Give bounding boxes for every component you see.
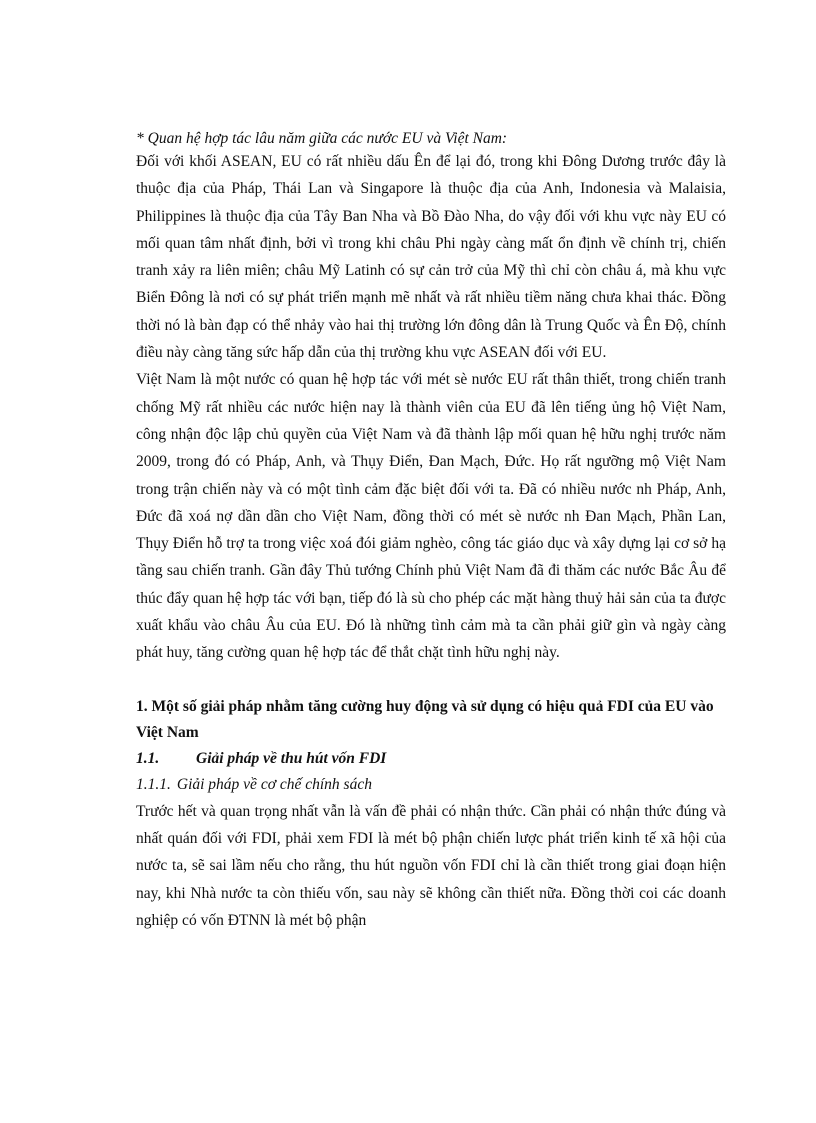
subsection-1-1-heading bbox=[136, 746, 726, 772]
section-spacer bbox=[136, 667, 726, 694]
subsection-1-1-number: 1.1. bbox=[136, 749, 160, 767]
subsection-1-1-1-title: Giải pháp về cơ chế chính sách bbox=[176, 775, 372, 793]
section-1-heading: 1. Một số giải pháp nhằm tăng cường huy động và sử dụng có hiệu quả FDI của EU vào Việt Nam bbox=[136, 697, 714, 741]
paragraph-asean: Đối với khối ASEAN, EU có rất nhiều dấu Ên để lại đó, trong khi Đông Dương trước đây là thuộc địa của Pháp, Thái Lan và Singapore là thuộc địa của Anh, Indonesia và Malaisia, Philippines là thuộc địa của Tây Ban Nha và Bồ Đào Nha, do vậy đối với khu vực này EU có mối quan tâm nhất định, bởi vì trong khi châu Phi ngày càng mất ổn định về chính trị, chiến tranh xảy ra liên miên; châu Mỹ Latinh có sự cản trở của Mỹ thì chỉ còn châu á, mà khu vực Biển Đông là nơi có sự phát triển mạnh mẽ nhất và rất nhiều tiềm năng chưa khai thác. Đồng thời nó là bàn đạp có thể nhảy vào hai thị trường lớn đông dân là Trung Quốc và Ên Độ, chính điều này càng tăng sức hấp dẫn của thị trường khu vực ASEAN đối với EU. bbox=[136, 153, 726, 362]
subsection-1-1-1-heading bbox=[136, 772, 726, 798]
paragraph-vietnam-eu-relations: Việt Nam là một nước có quan hệ hợp tác với mét sè nước EU rất thân thiết, trong chiến tranh chống Mỹ rất nhiều các nước hiện nay là thành viên của EU đã lên tiếng ủng hộ Việt Nam, công nhận độc lập chủ quyền của Việt Nam và đã thành lập mối quan hệ hữu nghị trước năm 2009, trong đó có Pháp, Anh, và Thụy Điển, Đan Mạch, Đức. Họ rất ngưỡng mộ Việt Nam trong trận chiến này và có một tình cảm đặc biệt đối với ta. Đã có nhiều nước nh Pháp, Anh, Đức đã xoá nợ dần dần cho Việt Nam, đồng thời có mét sè nước nh Đan Mạch, Phần Lan, Thụy Điển hỗ trợ ta trong việc xoá đói giảm nghèo, công tác giáo dục và xây dựng lại cơ sở hạ tầng sau chiến tranh. Gần đây Thủ tướng Chính phủ Việt Nam đã đi thăm các nước Bắc Âu để thúc đẩy quan hệ hợp tác với bạn, tiếp đó là sù cho phép các mặt hàng thuỷ hải sản của ta được xuất khẩu vào châu Âu của EU. Đó là những tình cảm mà ta cần phải giữ gìn và ngày càng phát huy, tăng cường quan hệ hợp tác để thắt chặt tình hữu nghị này. bbox=[136, 371, 726, 662]
paragraph-policy-awareness: Trước hết và quan trọng nhất vẫn là vấn đề phải có nhận thức. Cần phải có nhận thức đúng và nhất quán đối với FDI, phải xem FDI là mét bộ phận chiến lược phát triển kinh tế xã hội của nước ta, sẽ sai lầm nếu cho rằng, thu hút nguồn vốn FDI chỉ là cần thiết trong giai đoạn hiện nay, khi Nhà nước ta còn thiếu vốn, sau này sẽ không cần thiết nữa. Đồng thời coi các doanh nghiệp có vốn ĐTNN là mét bộ phận bbox=[136, 802, 726, 929]
subsection-1-1-1-number: 1.1.1. bbox=[136, 775, 171, 793]
intro-subheading: * Quan hệ hợp tác lâu năm giữa các nước EU và Việt Nam: bbox=[136, 130, 508, 147]
subsection-1-1-title: Giải pháp về thu hút vốn FDI bbox=[196, 749, 387, 767]
